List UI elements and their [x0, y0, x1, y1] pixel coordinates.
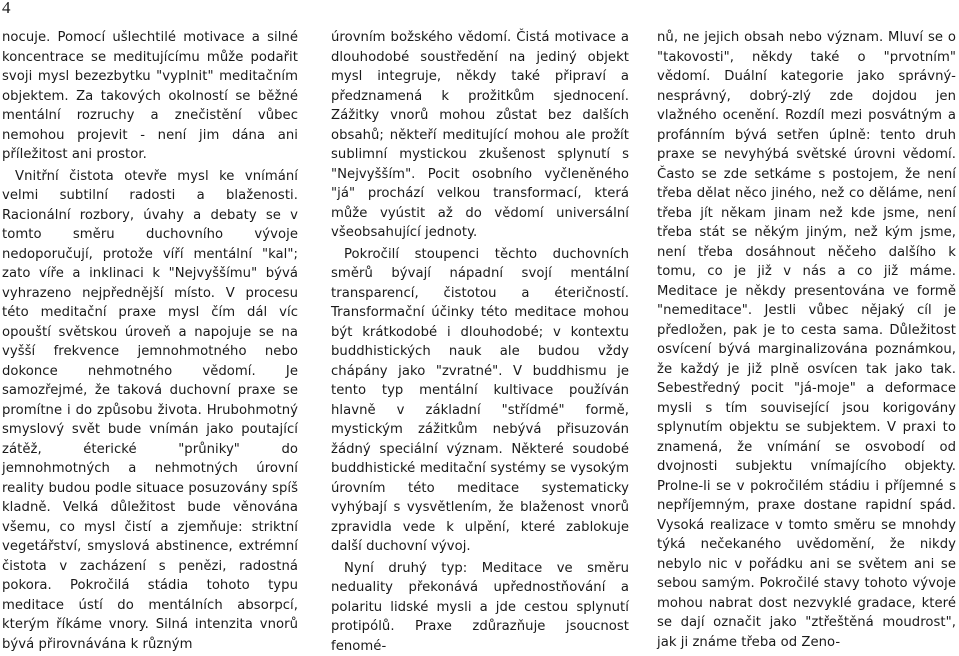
text-column-2: [331, 28, 629, 656]
paragraph: úrovním božského vědomí. Čistá motivace a dlouhodobé soustředění na jediný objekt mysl integruje, někdy také připraví a předznamená k prožitkům sjednocení. Zážitky vnorů mohou zůstat bez dalších obsahů; někteří meditující mohou ale prožít sublimní mystickou zkušenost splynutí s "Nejvyšším". Pocit osobního vyčleněného "já" prochází velkou transformací, která může vyústit až do vědomí universální všeobsahující jednoty.: [331, 28, 629, 243]
paragraph: Pokročilí stoupenci těchto duchovních směrů bývají nápadní svojí mentální transparencí, čistotou a éteričností. Transformační účinky této meditace mohou být krátkodobé i dlouhodobé; v kontextu buddhistických nauk ale budou vždy chápány jako "zvratné". V buddhismu je tento typ mentální kultivace používán hlavně v základní "střídmé" formě, mystickým zážitkům nebývá přisuzován žádný speciální význam. Některé soudobé buddhistické meditační systémy se vysokým úrovním této meditace systematicky vyhýbají s vysvětlením, že blaženost vnorů zpravidla vede k ulpění, které zablokuje další duchovní vývoj.: [331, 245, 629, 557]
text-column-3: [657, 28, 956, 652]
paragraph: nů, ne jejich obsah nebo význam. Mluví se o "takovosti", někdy také o "prvotním" vědomí. Duální kategorie jako správný-nesprávný, dobrý-zlý zde dojdou jen vlažného ocenění. Rozdíl mezi posvátným a profánním bývá setřen úplně: tento druh praxe se nevyhýbá světské úrovni vědomí. Často se zde setkáme s postojem, že není třeba dělat něco jiného, než co děláme, není třeba jít někam jinam než kde jsme, není třeba stát se někým jiným, než kým jsme, není třeba dosáhnout něčeho dalšího k tomu, co je již v nás a co již máme. Meditace je někdy presentována ve formě "nemeditace". Jestli vůbec nějaký cíl je předložen, pak je to cesta sama. Důležitost osvícení bývá marginalizována poznámkou, že každý je již plně osvícen tak jako tak. Sebestředný pocit "já-moje" a deformace mysli s tím související jsou korigovány splynutím objektu se subjektem. V praxi to znamená, že vnímání se osvobodí od dvojnosti subjektu vnímajícího objekty. Prolne-li se v pokročilém stádiu i příjemné s nepříjemným, praxe dostane rapidní spád. Vysoká realizace v tomto směru se mnohdy týká nečekaného uvědomění, že nikdy nebylo nic v pořádku ani se světem ani se sebou samým. Pokročilé stavy tohoto vývoje mohou nabrat dost nezvyklé gradace, které se dají označit jako "ztřeštěná moudrost", jak ji známe třeba od Zeno-: [657, 28, 956, 652]
text-column-1: [2, 28, 298, 654]
paragraph: nocuje. Pomocí ušlechtilé motivace a silné koncentrace se meditujícímu může podařit svoji mysl bezezbytku "vyplnit" meditačním objektem. Za takových okolností se běžné mentální rozruchy a znečistění vůbec nemohou projevit - není jim dána ani příležitost ani prostor.: [2, 28, 298, 165]
paragraph: Vnitřní čistota otevře mysl ke vnímání velmi subtilní radosti a blaženosti. Racionální rozbory, úvahy a debaty se v tomto směru duchovního vývoje nedoporučují, protože víří mentální "kal"; zato víře a inklinaci k "Nejvyššímu" bývá vyhrazeno nejpřednější místo. V procesu této meditační praxe mysl čím dál víc opouští světskou úroveň a napojuje se na vyšší frekvence jemnohmotného nebo dokonce nehmotného vědomí. Je samozřejmé, že taková duchovní praxe se promítne i do způsobu života. Hrubohmotný smyslový svět bude vnímán jako poutající zátěž, éterické "průniky" do jemnohmotných a nehmotných úrovní reality budou podle situace posuzovány spíš kladně. Velká důležitost bude věnována všemu, co mysl čistí a zjemňuje: striktní vegetářství, smyslová abstinence, extrémní čistota v zacházení s penězi, radostná pokora. Pokročilá stádia tohoto typu meditace ústí do mentálních absorpcí, kterým říkáme vnory. Silná intenzita vnorů bývá přirovnávána k různým: [2, 167, 298, 655]
paragraph: Nyní druhý typ: Meditace ve směru neduality překonává upřednostňování a polaritu lidské mysli a jde cestou splynutí protipólů. Praxe zdůrazňuje jsoucnost fenomé-: [331, 559, 629, 656]
page-number: 4: [2, 0, 11, 17]
